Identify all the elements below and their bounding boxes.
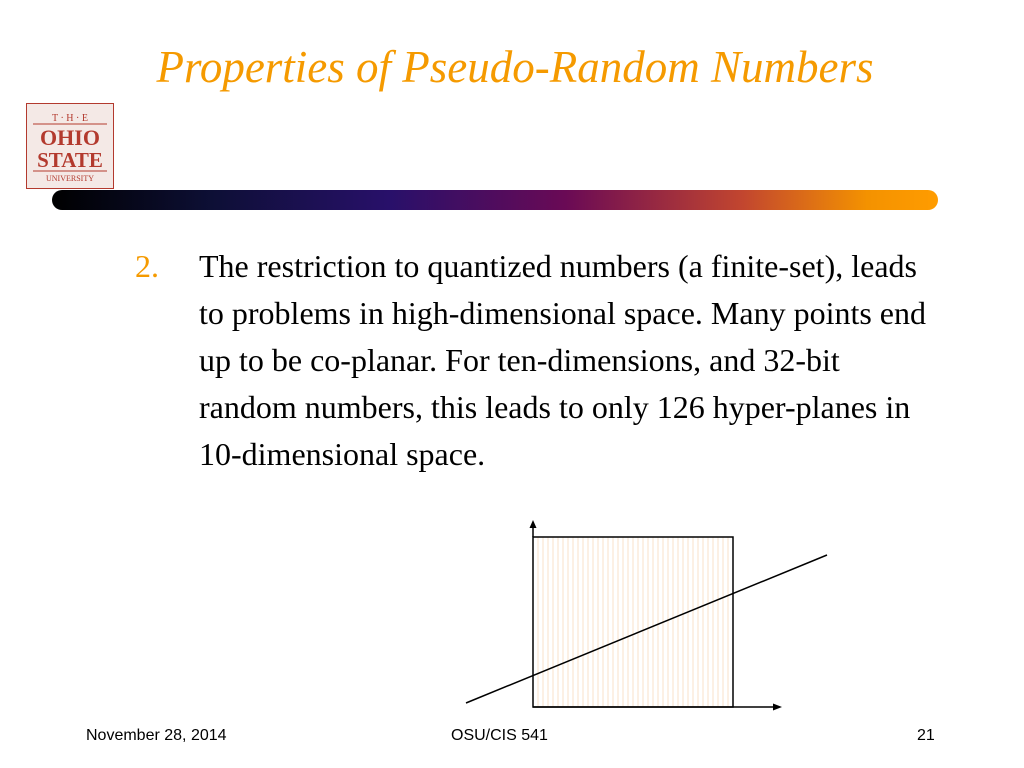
y-axis-arrowhead (530, 520, 537, 528)
hyperplane-diagram (455, 520, 835, 720)
grid-lines (538, 537, 728, 707)
svg-text:STATE: STATE (37, 148, 103, 172)
hyperplane-line (466, 555, 827, 703)
footer-date: November 28, 2014 (86, 727, 227, 744)
svg-text:OHIO: OHIO (40, 125, 100, 150)
svg-text:UNIVERSITY: UNIVERSITY (46, 174, 94, 183)
title-underline-bar (52, 190, 938, 210)
svg-text:T · H · E: T · H · E (52, 113, 88, 124)
slide-title: Properties of Pseudo-Random Numbers (156, 42, 874, 92)
ohio-state-logo (26, 103, 114, 189)
x-axis-arrowhead (773, 704, 782, 711)
footer-course: OSU/CIS 541 (451, 727, 548, 744)
footer-page-number: 21 (917, 727, 935, 744)
bullet-text: The restriction to quantized numbers (a finite-set), leads to problems in high-dimensional space. Many points end up to be co-planar. For ten-dimensions, and 32-bit random numbers, this leads to only 126 hyper-planes in 10-dimensional space. (199, 248, 926, 472)
bullet-number: 2. (135, 248, 159, 284)
